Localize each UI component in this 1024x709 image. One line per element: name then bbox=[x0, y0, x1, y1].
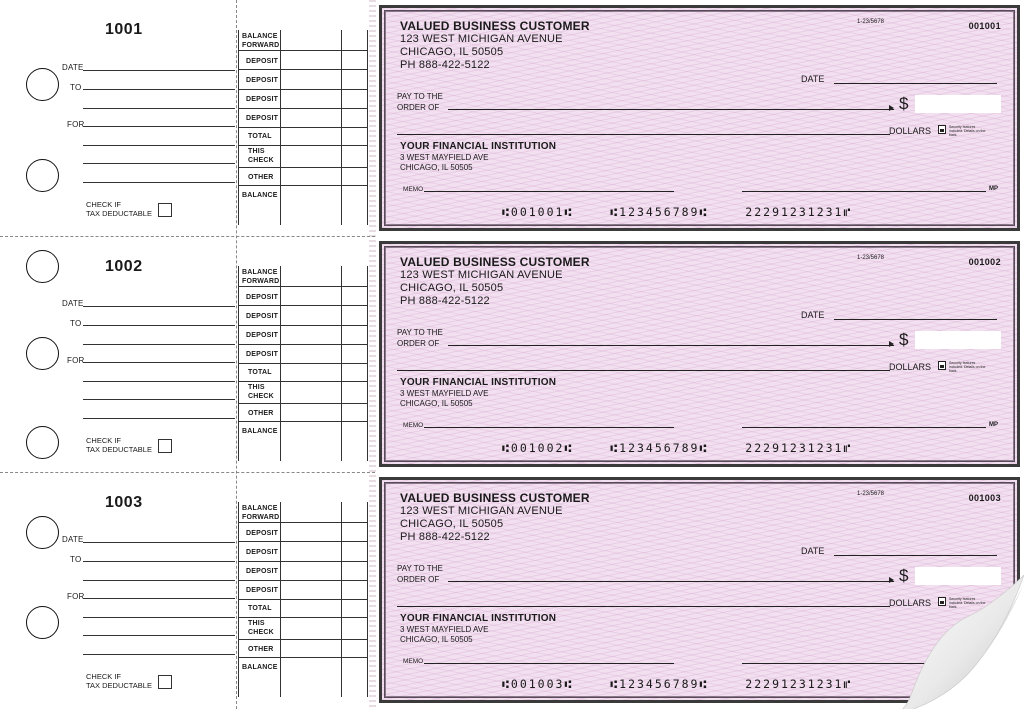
mp-label: MP bbox=[989, 186, 998, 192]
check-row-1 bbox=[0, 0, 1024, 236]
stub-line[interactable] bbox=[83, 617, 235, 618]
pay-to-label: PAY TO THE ORDER OF bbox=[397, 564, 443, 584]
lock-icon bbox=[938, 361, 946, 370]
deposit-label: DEPOSIT bbox=[246, 530, 279, 537]
deposit-label: DEPOSIT bbox=[246, 587, 279, 594]
pay-arrow-icon bbox=[889, 105, 894, 111]
balance-label: BALANCE bbox=[242, 192, 278, 199]
deposit-label: DEPOSIT bbox=[246, 549, 279, 556]
institution-name: YOUR FINANCIAL INSTITUTION bbox=[400, 141, 557, 152]
this-check-label: THIS CHECK bbox=[248, 148, 274, 164]
signature-field[interactable] bbox=[742, 427, 986, 428]
security-note: Security features included. Details on the back. bbox=[949, 125, 986, 137]
stub-line[interactable] bbox=[83, 580, 235, 581]
binder-hole bbox=[26, 606, 59, 639]
memo-label: MEMO bbox=[403, 422, 424, 429]
customer-name: VALUED BUSINESS CUSTOMER bbox=[400, 491, 590, 505]
check-row-3 bbox=[0, 472, 1024, 708]
balance-forward-label: BALANCE FORWARD bbox=[242, 505, 280, 521]
check-stub bbox=[0, 472, 236, 708]
stub-to-label: TO bbox=[70, 83, 82, 92]
stub-for-line[interactable] bbox=[83, 362, 235, 363]
check-row-2 bbox=[0, 236, 1024, 472]
tax-deductible-checkbox[interactable] bbox=[158, 203, 172, 217]
deposit-label: DEPOSIT bbox=[246, 313, 279, 320]
customer-phone: PH 888-422-5122 bbox=[400, 295, 490, 307]
stub-line[interactable] bbox=[83, 344, 235, 345]
stub-number: 1002 bbox=[105, 258, 143, 275]
stub-for-line[interactable] bbox=[83, 598, 235, 599]
tax-deductible-label bbox=[86, 672, 152, 690]
payee-field[interactable] bbox=[448, 109, 894, 110]
stub-to-line[interactable] bbox=[83, 89, 235, 90]
payee-field[interactable] bbox=[448, 345, 894, 346]
balance-label: BALANCE bbox=[242, 428, 278, 435]
institution-city: CHICAGO, IL 50505 bbox=[400, 635, 473, 644]
stub-line[interactable] bbox=[83, 381, 235, 382]
date-field[interactable] bbox=[834, 319, 997, 320]
balance-label: BALANCE bbox=[242, 664, 278, 671]
stub-line[interactable] bbox=[83, 399, 235, 400]
binder-hole bbox=[26, 516, 59, 549]
stub-date-label: DATE bbox=[62, 535, 84, 544]
binder-hole bbox=[26, 159, 59, 192]
stub-for-label: FOR bbox=[67, 592, 85, 601]
tax-deductible-checkbox[interactable] bbox=[158, 675, 172, 689]
other-label: OTHER bbox=[248, 646, 274, 653]
stub-for-line[interactable] bbox=[83, 126, 235, 127]
stub-date-label: DATE bbox=[62, 63, 84, 72]
stub-to-line[interactable] bbox=[83, 561, 235, 562]
memo-label: MEMO bbox=[403, 186, 424, 193]
date-label: DATE bbox=[801, 310, 825, 320]
micr-line: ⑆001001⑆ ⑆123456789⑆ 22291231231⑈ bbox=[502, 205, 853, 219]
stub-for-label: FOR bbox=[67, 356, 85, 365]
total-label: TOTAL bbox=[248, 369, 272, 376]
dollars-label: DOLLARS bbox=[889, 126, 932, 136]
memo-label: MEMO bbox=[403, 658, 424, 665]
check-number: 001002 bbox=[968, 257, 1001, 267]
institution-name: YOUR FINANCIAL INSTITUTION bbox=[400, 377, 557, 388]
amount-words-field[interactable] bbox=[397, 134, 890, 135]
lock-icon bbox=[938, 125, 946, 134]
amount-words-field[interactable] bbox=[397, 370, 890, 371]
tax-deductible-label bbox=[86, 200, 152, 218]
check bbox=[379, 241, 1020, 467]
routing-fraction: 1-23/5678 bbox=[857, 491, 885, 497]
this-check-label: THIS CHECK bbox=[248, 620, 274, 636]
deposit-label: DEPOSIT bbox=[246, 568, 279, 575]
dollar-sign: $ bbox=[899, 94, 909, 113]
micr-line: ⑆001002⑆ ⑆123456789⑆ 22291231231⑈ bbox=[502, 441, 853, 455]
stub-line[interactable] bbox=[83, 635, 235, 636]
customer-street: 123 WEST MICHIGAN AVENUE bbox=[400, 33, 563, 45]
deposit-label: DEPOSIT bbox=[246, 294, 279, 301]
amount-field[interactable] bbox=[915, 95, 1001, 113]
total-label: TOTAL bbox=[248, 133, 272, 140]
amount-words-field[interactable] bbox=[397, 606, 890, 607]
dollar-sign: $ bbox=[899, 330, 909, 349]
tax-label-line1: CHECK IF bbox=[86, 200, 122, 209]
other-label: OTHER bbox=[248, 174, 274, 181]
balance-forward-label: BALANCE FORWARD bbox=[242, 33, 280, 49]
memo-field[interactable] bbox=[424, 427, 674, 428]
page-curl-icon bbox=[893, 575, 1024, 709]
security-note: Security features included. Details on the back. bbox=[949, 361, 986, 373]
institution-name: YOUR FINANCIAL INSTITUTION bbox=[400, 613, 557, 624]
check-number: 001001 bbox=[968, 21, 1001, 31]
balance-register bbox=[238, 30, 368, 225]
stub-to-line[interactable] bbox=[83, 325, 235, 326]
pay-to-label: PAY TO THE ORDER OF bbox=[397, 92, 443, 112]
binder-hole bbox=[26, 426, 59, 459]
stub-line[interactable] bbox=[83, 654, 235, 655]
tax-deductible-label bbox=[86, 436, 152, 454]
memo-field[interactable] bbox=[424, 663, 674, 664]
check-stub bbox=[0, 236, 236, 472]
other-label: OTHER bbox=[248, 410, 274, 417]
stub-date-label: DATE bbox=[62, 299, 84, 308]
binder-hole bbox=[26, 68, 59, 101]
pay-to-label: PAY TO THE ORDER OF bbox=[397, 328, 443, 348]
dollars-label: DOLLARS bbox=[889, 362, 932, 372]
amount-field[interactable] bbox=[915, 331, 1001, 349]
pay-arrow-icon bbox=[889, 341, 894, 347]
stub-line[interactable] bbox=[83, 145, 235, 146]
stub-line[interactable] bbox=[83, 182, 235, 183]
dollars-label: DOLLARS bbox=[889, 598, 932, 608]
customer-street: 123 WEST MICHIGAN AVENUE bbox=[400, 269, 563, 281]
signature-field[interactable] bbox=[742, 191, 986, 192]
institution-city: CHICAGO, IL 50505 bbox=[400, 163, 473, 172]
total-label: TOTAL bbox=[248, 605, 272, 612]
binder-hole bbox=[26, 337, 59, 370]
date-field[interactable] bbox=[834, 555, 997, 556]
deposit-label: DEPOSIT bbox=[246, 332, 279, 339]
date-field[interactable] bbox=[834, 83, 997, 84]
tax-label-line1: CHECK IF bbox=[86, 436, 122, 445]
institution-street: 3 WEST MAYFIELD AVE bbox=[400, 625, 489, 634]
stub-line[interactable] bbox=[83, 108, 235, 109]
customer-phone: PH 888-422-5122 bbox=[400, 531, 490, 543]
memo-field[interactable] bbox=[424, 191, 674, 192]
customer-street: 123 WEST MICHIGAN AVENUE bbox=[400, 505, 563, 517]
tax-label-line2: TAX DEDUCTABLE bbox=[86, 681, 152, 690]
deposit-label: DEPOSIT bbox=[246, 115, 279, 122]
balance-register bbox=[238, 502, 368, 697]
customer-city: CHICAGO, IL 50505 bbox=[400, 518, 504, 530]
binder-hole bbox=[26, 250, 59, 283]
security-note: Security features included. Details on the back. bbox=[949, 597, 986, 609]
stub-date-line[interactable] bbox=[83, 306, 235, 307]
institution-street: 3 WEST MAYFIELD AVE bbox=[400, 153, 489, 162]
micr-line: ⑆001003⑆ ⑆123456789⑆ 22291231231⑈ bbox=[502, 677, 853, 691]
balance-register bbox=[238, 266, 368, 461]
routing-fraction: 1-23/5678 bbox=[857, 19, 885, 25]
customer-phone: PH 888-422-5122 bbox=[400, 59, 490, 71]
routing-fraction: 1-23/5678 bbox=[857, 255, 885, 261]
stub-number: 1001 bbox=[105, 21, 143, 38]
customer-name: VALUED BUSINESS CUSTOMER bbox=[400, 255, 590, 269]
date-label: DATE bbox=[801, 74, 825, 84]
tax-label-line1: CHECK IF bbox=[86, 672, 122, 681]
check-number: 001003 bbox=[968, 493, 1001, 503]
tax-label-line2: TAX DEDUCTABLE bbox=[86, 445, 152, 454]
check bbox=[379, 5, 1020, 231]
this-check-label: THIS CHECK bbox=[248, 384, 274, 400]
stub-date-line[interactable] bbox=[83, 542, 235, 543]
stub-date-line[interactable] bbox=[83, 70, 235, 71]
dollar-sign: $ bbox=[899, 566, 909, 585]
balance-forward-label: BALANCE FORWARD bbox=[242, 269, 280, 285]
stub-line[interactable] bbox=[83, 418, 235, 419]
date-label: DATE bbox=[801, 546, 825, 556]
institution-city: CHICAGO, IL 50505 bbox=[400, 399, 473, 408]
tax-deductible-checkbox[interactable] bbox=[158, 439, 172, 453]
deposit-label: DEPOSIT bbox=[246, 351, 279, 358]
deposit-label: DEPOSIT bbox=[246, 58, 279, 65]
deposit-label: DEPOSIT bbox=[246, 77, 279, 84]
customer-city: CHICAGO, IL 50505 bbox=[400, 282, 504, 294]
stub-to-label: TO bbox=[70, 319, 82, 328]
customer-city: CHICAGO, IL 50505 bbox=[400, 46, 504, 58]
mp-label: MP bbox=[989, 422, 998, 428]
stub-for-label: FOR bbox=[67, 120, 85, 129]
check-stub bbox=[0, 0, 236, 236]
payee-field[interactable] bbox=[448, 581, 894, 582]
stub-to-label: TO bbox=[70, 555, 82, 564]
tax-label-line2: TAX DEDUCTABLE bbox=[86, 209, 152, 218]
deposit-label: DEPOSIT bbox=[246, 96, 279, 103]
stub-line[interactable] bbox=[83, 163, 235, 164]
customer-name: VALUED BUSINESS CUSTOMER bbox=[400, 19, 590, 33]
institution-street: 3 WEST MAYFIELD AVE bbox=[400, 389, 489, 398]
stub-number: 1003 bbox=[105, 494, 143, 511]
